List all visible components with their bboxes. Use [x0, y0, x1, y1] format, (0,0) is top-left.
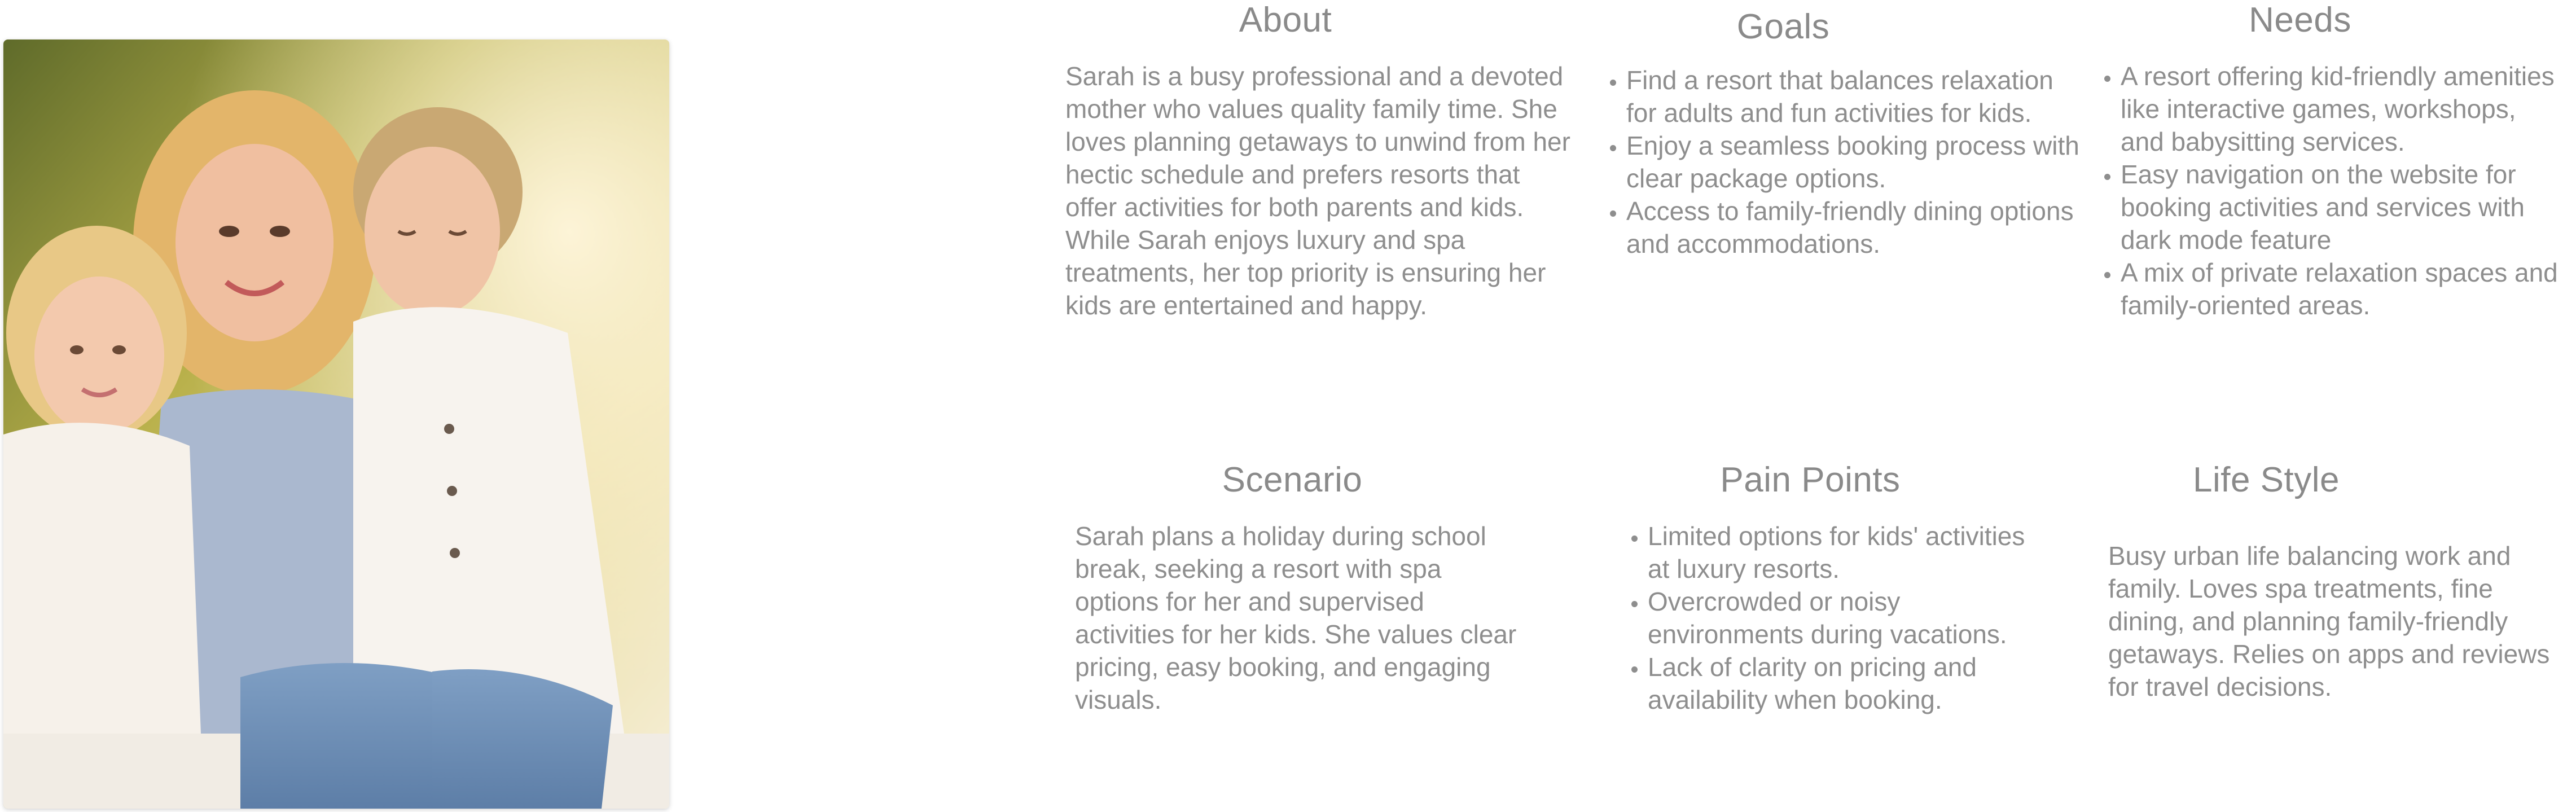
pain-points-list-item: • Lack of clarity on pricing and availability when booking.	[1648, 651, 2047, 716]
goals-list	[1597, 64, 2088, 260]
needs-list-item: • Easy navigation on the website for booking activities and services with dark mode feature	[2121, 158, 2565, 256]
needs-list-item: • A mix of private relaxation spaces and family-oriented areas.	[2121, 256, 2565, 322]
about-text: Sarah is a busy professional and a devoted mother who values quality family time. She loves planning getaways to unwind from her hectic schedule and prefers resorts that offer activities for both parents and kids. While Sarah enjoys luxury and spa treatments, her top priority is ensuring her kids are entertained and happy.	[1065, 62, 1570, 320]
goals-list-item: • Access to family-friendly dining options and accommodations.	[1626, 195, 2088, 260]
about-section	[1065, 0, 1635, 322]
needs-list	[2091, 60, 2565, 322]
needs-list-item: • A resort offering kid-friendly amenities like interactive games, workshops, and babysitting services.	[2121, 60, 2565, 158]
lifestyle-section	[2108, 460, 2554, 703]
pain-points-list-item: • Overcrowded or noisy environments during vacations.	[1648, 585, 2047, 651]
scenario-heading: Scenario	[1222, 460, 1363, 499]
goals-list-item: • Enjoy a seamless booking process with clear package options.	[1626, 129, 2088, 195]
pain-points-list-item: • Limited options for kids' activities at luxury resorts.	[1648, 520, 2047, 585]
scenario-section	[1075, 460, 1526, 716]
family-photo-image	[3, 39, 669, 809]
goals-list-item: • Find a resort that balances relaxation for adults and fun activities for kids.	[1626, 64, 2088, 129]
goals-heading: Goals	[1736, 7, 1830, 46]
pain-points-heading: Pain Points	[1720, 460, 1901, 499]
pain-points-list	[1618, 520, 2047, 716]
lifestyle-heading: Life Style	[2192, 460, 2340, 499]
scenario-text: Sarah plans a holiday during school break, seeking a resort with spa options for her and supervised activities for her kids. She values clear pricing, easy booking, and engaging visuals.	[1075, 521, 1517, 714]
pain-points-section	[1618, 460, 2047, 716]
lifestyle-text: Busy urban life balancing work and family. Loves spa treatments, fine dining, and planning family-friendly getaways. Relies on apps and reviews for travel decisions.	[2108, 541, 2550, 701]
needs-section	[2091, 0, 2565, 322]
about-heading: About	[1239, 1, 1332, 39]
needs-heading: Needs	[2249, 1, 2351, 39]
goals-section	[1597, 7, 2088, 260]
persona-photo	[3, 39, 669, 809]
